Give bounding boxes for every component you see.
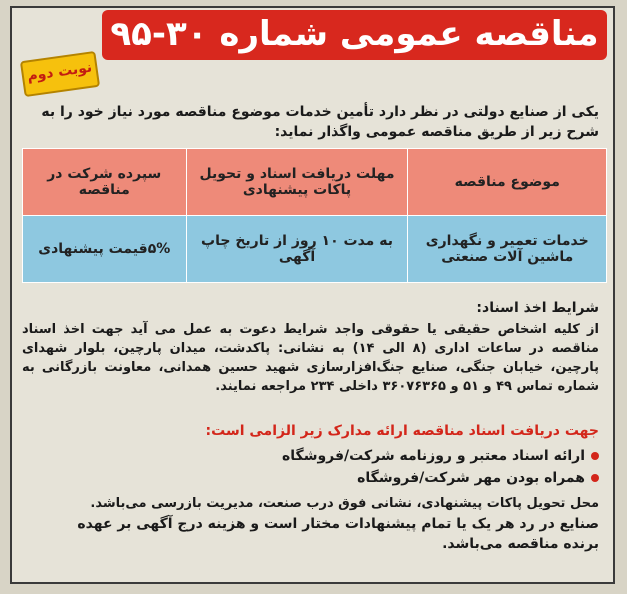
document-item-1: ارائه اسناد معتبر و روزنامه شرکت/فروشگاه <box>282 448 585 464</box>
header-deadline: مهلت دریافت اسناد و تحویل پاکات پیشنهادی <box>186 149 408 216</box>
table-row <box>23 216 607 283</box>
footer-line-2: صنایع در رد هر یک یا تمام پیشنهادات مختار است و هزینه درج آگهی بر عهده <box>77 516 599 532</box>
conditions-title: شرایط اخذ اسناد: <box>476 300 599 316</box>
title-banner <box>102 10 607 60</box>
bullet-icon <box>591 474 599 482</box>
list-item <box>282 467 599 489</box>
table-header-row <box>23 149 607 216</box>
footer-line-3: برنده مناقصه می‌باشد. <box>442 536 599 552</box>
tender-table <box>22 148 607 283</box>
footer-notes <box>22 494 599 554</box>
cell-deadline: به مدت ۱۰ روز از تاریخ چاپ آگهی <box>186 216 408 283</box>
list-item <box>282 445 599 467</box>
ad-frame <box>10 6 615 584</box>
intro-line-2: شرح زیر از طریق مناقصه عمومی واگذار نماید: <box>274 124 599 140</box>
footer-line-1: محل تحویل پاکات پیشنهادی، نشانی فوق درب صنعت، مدیریت بازرسی می‌باشد. <box>90 496 599 511</box>
documents-list <box>282 445 599 489</box>
conditions-text: از کلیه اشخاص حقیقی یا حقوقی واجد شرایط دعوت به عمل می آید جهت اخذ اسناد مناقصه در ساعات اداری (۸ الی ۱۴) به نشانی: پاکدشت، میدان پارچین، بلوار شهدای پارچین، خیابان جنگی، صنایع جنگ‌افزارسازی شهید حسین همدانی، معاونت بازرگانی به شماره تماس ۴۹ و ۵۱ و ۳۶۰۷۶۳۶۵ داخلی ۲۳۴ مراجعه نمایند. <box>22 322 599 394</box>
ad-title: مناقصه عمومی شماره ۳۰-۹۵ <box>110 14 599 54</box>
cell-deposit: ۵%قیمت پیشنهادی <box>23 216 187 283</box>
bullet-icon <box>591 452 599 460</box>
header-deposit: سپرده شرکت در مناقصه <box>23 149 187 216</box>
intro-paragraph <box>22 102 599 142</box>
intro-line-1: یکی از صنایع دولتی در نظر دارد تأمین خدمات موضوع مناقصه مورد نیاز خود را به <box>41 104 599 120</box>
cell-subject: خدمات تعمیر و نگهداری ماشین آلات صنعتی <box>408 216 607 283</box>
second-round-stamp: نوبت دوم <box>20 51 100 97</box>
header-subject: موضوع مناقصه <box>408 149 607 216</box>
document-item-2: همراه بودن مهر شرکت/فروشگاه <box>357 470 585 486</box>
documents-title: جهت دریافت اسناد مناقصه ارائه مدارک زیر الزامی است: <box>205 423 599 439</box>
